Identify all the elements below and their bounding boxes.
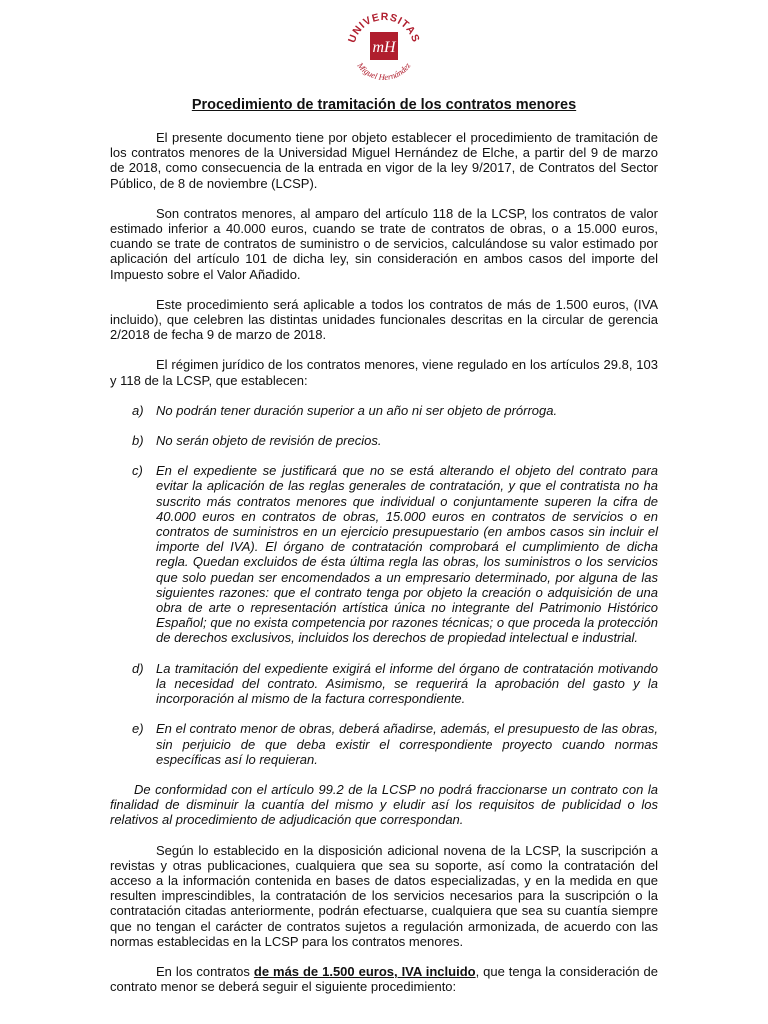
list-item	[110, 661, 658, 707]
paragraph-intro: El presente documento tiene por objeto establecer el procedimiento de tramitación de los contratos menores de la Universidad Miguel Hernández de Elche, a partir del 9 de marzo de 2018, como consecuencia de la entrada en vigor de la ley 9/2017, de Contratos del Sector Público, de 8 de noviembre (LCSP).	[110, 130, 658, 191]
document-body	[110, 130, 658, 1009]
list-marker: c)	[132, 463, 143, 479]
paragraph-definition: Son contratos menores, al amparo del artículo 118 de la LCSP, los contratos de valor estimado inferior a 40.000 euros, cuando se trate de contratos de obras, o a 15.000 euros, cuando se trate de contratos de suministro o de servicios, calculándose su valor estimado por aplicación del artículo 101 de dicha ley, sin consideración en ambos casos del importe del Impuesto sobre el Valor Añadido.	[110, 205, 658, 282]
paragraph-fractioning: De conformidad con el artículo 99.2 de la LCSP no podrá fraccionarse un contrato con la finalidad de disminuir la cuantía del mismo y eludir así los requisitos de publicidad o los relativos al procedimiento de adjudicación que correspondan.	[110, 781, 658, 828]
threshold-emphasis: de más de 1.500 euros, IVA incluido	[253, 963, 476, 979]
paragraph-subscriptions: Según lo establecido en la disposición adicional novena de la LCSP, la suscripción a revistas y otras publicaciones, cualquiera que sea su soporte, así como la contratación del acceso a la información contenida en bases de datos especializadas, y en la medida en que resulten imprescindibles, la contratación de los servicios necesarios para la suscripción o la contratación citadas anteriormente, podrán efectuarse, cualquiera que sea su cuantía siempre que no tengan el carácter de contratos sujetos a regulación armonizada, de acuerdo con las normas establecidas en la LCSP para los contratos menores.	[110, 842, 658, 949]
logo-monogram: mH	[372, 39, 396, 56]
logo-bottom-text: Miguel Hernández	[355, 60, 413, 83]
list-marker: d)	[132, 660, 144, 676]
list-item-text: No podrán tener duración superior a un año ni ser objeto de prórroga.	[156, 402, 558, 418]
paragraph-procedure: En los contratos de más de 1.500 euros, IVA incluido, que tenga la consideración de contrato menor se deberá seguir el siguiente procedimiento:	[110, 963, 659, 995]
list-item	[110, 403, 658, 418]
list-item-text: En el contrato menor de obras, deberá añadirse, además, el presupuesto de las obras, sin perjuicio de que deba existir el correspondiente proyecto cuando normas específicas así lo requieran.	[156, 721, 658, 767]
logo-top-text: UNIVERSITAS	[346, 10, 422, 45]
paragraph-regime: El régimen jurídico de los contratos menores, viene regulado en los artículos 29.8, 103 y 118 de la LCSP, que establecen:	[110, 357, 658, 388]
list-item	[110, 721, 658, 767]
university-logo	[342, 4, 426, 88]
list-item-text: En el expediente se justificará que no se está alterando el objeto del contrato para evitar la aplicación de las reglas generales de contratación, y que el contratista no ha suscrito más contratos menores que individual o conjuntamente superen la cifra de 40.000 euros en contratos de obras, 15.000 euros en contratos de servicios o en contratos de suministros en un ejercicio presupuestario (en ambos casos sin incluir el importe del IVA). El órgano de contratación comprobará el cumplimiento de dicha regla. Quedan excluidos de ésta última regla las obras, los suministros o los servicios que solo puedan ser encomendados a un empresario determinado, por alguna de las siguientes razones: que el contrato tenga por objeto la creación o adquisición de una obra de arte o representación artística única no integrante del Patrimonio Histórico Español; que no exista competencia por razones técnicas; o que proceda la protección de derechos exclusivos, incluidos los derechos de propiedad intelectual e industrial.	[156, 463, 658, 646]
list-item-text: No serán objeto de revisión de precios.	[156, 433, 382, 449]
list-marker: e)	[132, 721, 144, 737]
page-title: Procedimiento de tramitación de los contratos menores	[191, 97, 577, 113]
svg-text:Miguel Hernández	[355, 60, 413, 83]
paragraph-scope: Este procedimiento será aplicable a todos los contratos de más de 1.500 euros, (IVA incluido), que celebren las distintas unidades funcionales descritas en la circular de gerencia 2/2018 de fecha 9 de marzo de 2018.	[110, 296, 658, 343]
list-marker: a)	[132, 402, 144, 418]
list-item	[110, 463, 658, 645]
requirements-list	[110, 403, 658, 767]
list-item-text: La tramitación del expediente exigirá el informe del órgano de contratación motivando la necesidad del contrato. Asimismo, se requerirá la aprobación del gasto y la incorporación al mismo de la factura correspondiente.	[156, 660, 658, 707]
list-item	[110, 433, 658, 448]
list-marker: b)	[132, 433, 144, 449]
